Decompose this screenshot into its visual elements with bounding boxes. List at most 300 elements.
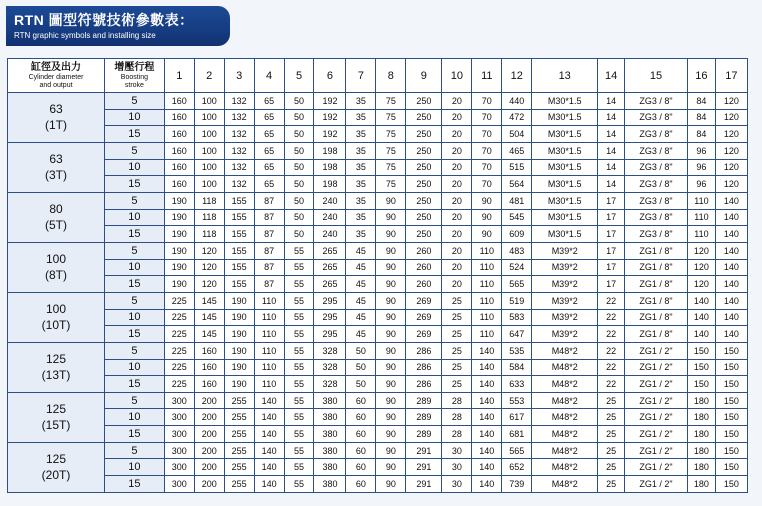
- table-cell: 180: [688, 459, 716, 476]
- table-cell: 65: [254, 142, 284, 159]
- table-cell: 55: [284, 476, 314, 493]
- table-cell: 150: [715, 359, 747, 376]
- model-output: (8T): [45, 268, 67, 283]
- table-cell: 140: [688, 326, 716, 343]
- table-cell: 140: [254, 459, 284, 476]
- table-cell: 14: [598, 109, 625, 126]
- model-diameter: 125: [45, 352, 67, 367]
- table-cell: 265: [314, 259, 346, 276]
- table-cell: 25: [598, 409, 625, 426]
- table-cell: 100: [194, 142, 224, 159]
- table-cell: 180: [688, 392, 716, 409]
- model-diameter: 63: [49, 152, 63, 167]
- table-cell: 90: [376, 192, 406, 209]
- table-cell: 155: [224, 242, 254, 259]
- table-cell: ZG3 / 8": [625, 93, 688, 110]
- table-cell: 17: [598, 276, 625, 293]
- header-stroke-cn: 增壓行程: [114, 61, 155, 73]
- table-cell: 380: [314, 476, 346, 493]
- table-cell: 30: [442, 442, 472, 459]
- table-cell: 45: [346, 292, 376, 309]
- table-cell: 150: [688, 359, 716, 376]
- table-cell: 225: [164, 292, 194, 309]
- stroke-cell: 10: [105, 259, 165, 276]
- table-cell: 300: [164, 459, 194, 476]
- table-row: [8, 109, 748, 126]
- table-cell: 20: [442, 176, 472, 193]
- table-cell: 250: [406, 192, 442, 209]
- column-header-13: 13: [532, 59, 598, 93]
- table-cell: 20: [442, 93, 472, 110]
- table-cell: ZG1 / 2": [625, 442, 688, 459]
- table-cell: 50: [284, 93, 314, 110]
- table-cell: 240: [314, 192, 346, 209]
- table-cell: 132: [224, 176, 254, 193]
- table-cell: 55: [284, 326, 314, 343]
- table-cell: 110: [472, 276, 502, 293]
- table-cell: 565: [502, 442, 532, 459]
- table-cell: 25: [442, 376, 472, 393]
- table-cell: 90: [472, 226, 502, 243]
- table-row: [8, 242, 748, 259]
- table-cell: 55: [284, 409, 314, 426]
- table-cell: 132: [224, 159, 254, 176]
- stroke-cell: 5: [105, 342, 165, 359]
- table-cell: 250: [406, 209, 442, 226]
- table-cell: ZG1 / 2": [625, 409, 688, 426]
- column-header-5: 5: [284, 59, 314, 93]
- table-cell: 190: [224, 342, 254, 359]
- table-cell: 118: [194, 209, 224, 226]
- table-cell: ZG1 / 2": [625, 459, 688, 476]
- table-cell: 198: [314, 159, 346, 176]
- table-row: [8, 426, 748, 443]
- table-row: [8, 342, 748, 359]
- table-cell: 140: [715, 326, 747, 343]
- table-cell: 96: [688, 159, 716, 176]
- stroke-cell: 10: [105, 109, 165, 126]
- table-cell: 140: [688, 292, 716, 309]
- table-cell: 140: [254, 476, 284, 493]
- table-cell: 60: [346, 459, 376, 476]
- table-cell: M39*2: [532, 309, 598, 326]
- table-cell: 55: [284, 242, 314, 259]
- table-cell: 75: [376, 142, 406, 159]
- page-title: RTN 圖型符號技術參數表：: [14, 12, 194, 28]
- table-cell: M39*2: [532, 292, 598, 309]
- table-cell: 110: [688, 192, 716, 209]
- table-cell: 22: [598, 326, 625, 343]
- table-cell: 265: [314, 242, 346, 259]
- stroke-cell: 15: [105, 476, 165, 493]
- table-cell: 132: [224, 93, 254, 110]
- table-cell: 70: [472, 93, 502, 110]
- table-cell: 45: [346, 309, 376, 326]
- table-cell: 87: [254, 242, 284, 259]
- table-cell: 87: [254, 259, 284, 276]
- model-diameter: 80: [49, 202, 63, 217]
- table-cell: 145: [194, 309, 224, 326]
- table-cell: 60: [346, 442, 376, 459]
- table-cell: 55: [284, 376, 314, 393]
- table-cell: 35: [346, 142, 376, 159]
- table-cell: 60: [346, 426, 376, 443]
- table-cell: 20: [442, 126, 472, 143]
- table-cell: M48*2: [532, 342, 598, 359]
- model-output: (13T): [41, 368, 71, 383]
- table-cell: 55: [284, 292, 314, 309]
- table-cell: 519: [502, 292, 532, 309]
- table-cell: 140: [715, 226, 747, 243]
- table-cell: 20: [442, 142, 472, 159]
- table-cell: 295: [314, 326, 346, 343]
- table-cell: 120: [194, 276, 224, 293]
- title-banner: [6, 6, 230, 46]
- table-cell: 140: [472, 409, 502, 426]
- table-cell: 524: [502, 259, 532, 276]
- table-cell: 90: [376, 226, 406, 243]
- table-cell: 380: [314, 392, 346, 409]
- table-cell: 255: [224, 426, 254, 443]
- table-cell: ZG1 / 8": [625, 309, 688, 326]
- stroke-cell: 15: [105, 326, 165, 343]
- column-header-7: 7: [346, 59, 376, 93]
- header-diameter: [8, 59, 105, 93]
- table-row: [8, 459, 748, 476]
- table-cell: 535: [502, 342, 532, 359]
- table-cell: 150: [688, 376, 716, 393]
- table-cell: 140: [472, 359, 502, 376]
- model-cell: [8, 93, 105, 143]
- table-cell: 255: [224, 392, 254, 409]
- table-cell: 35: [346, 226, 376, 243]
- model-cell: [8, 292, 105, 342]
- table-cell: 192: [314, 93, 346, 110]
- table-cell: 140: [472, 376, 502, 393]
- table-cell: 150: [715, 342, 747, 359]
- table-cell: 22: [598, 376, 625, 393]
- table-cell: 250: [406, 142, 442, 159]
- table-cell: 30: [442, 476, 472, 493]
- header-row: [8, 59, 748, 93]
- table-cell: 60: [346, 409, 376, 426]
- table-cell: 96: [688, 176, 716, 193]
- table-cell: 180: [688, 409, 716, 426]
- table-cell: 100: [194, 159, 224, 176]
- stroke-cell: 10: [105, 309, 165, 326]
- table-cell: 120: [194, 242, 224, 259]
- table-cell: M48*2: [532, 359, 598, 376]
- table-cell: 190: [164, 209, 194, 226]
- table-cell: 140: [715, 292, 747, 309]
- table-cell: 60: [346, 392, 376, 409]
- table-row: [8, 292, 748, 309]
- stroke-cell: 10: [105, 359, 165, 376]
- table-cell: 14: [598, 176, 625, 193]
- table-row: [8, 476, 748, 493]
- table-cell: 180: [688, 476, 716, 493]
- table-cell: 118: [194, 192, 224, 209]
- table-cell: 17: [598, 209, 625, 226]
- table-cell: 75: [376, 176, 406, 193]
- table-cell: 160: [194, 376, 224, 393]
- table-cell: 145: [194, 292, 224, 309]
- table-cell: 192: [314, 109, 346, 126]
- model-diameter: 100: [45, 302, 67, 317]
- table-cell: 55: [284, 459, 314, 476]
- table-cell: 265: [314, 276, 346, 293]
- table-cell: 20: [442, 209, 472, 226]
- table-cell: 25: [442, 309, 472, 326]
- table-cell: 35: [346, 109, 376, 126]
- table-cell: ZG1 / 8": [625, 242, 688, 259]
- table-cell: 120: [715, 142, 747, 159]
- table-cell: 150: [688, 342, 716, 359]
- table-row: [8, 226, 748, 243]
- table-cell: 289: [406, 426, 442, 443]
- table-cell: 160: [194, 359, 224, 376]
- table-cell: 681: [502, 426, 532, 443]
- table-cell: 150: [715, 426, 747, 443]
- table-cell: ZG1 / 2": [625, 426, 688, 443]
- header-stroke-en2: stroke: [124, 81, 144, 89]
- table-cell: 140: [254, 442, 284, 459]
- table-cell: 160: [164, 159, 194, 176]
- table-cell: 584: [502, 359, 532, 376]
- table-cell: 55: [284, 259, 314, 276]
- table-cell: 255: [224, 442, 254, 459]
- table-cell: 45: [346, 326, 376, 343]
- table-cell: 145: [194, 326, 224, 343]
- table-cell: 65: [254, 93, 284, 110]
- table-cell: 100: [194, 93, 224, 110]
- stroke-cell: 15: [105, 226, 165, 243]
- table-cell: 90: [376, 409, 406, 426]
- table-cell: 289: [406, 409, 442, 426]
- stroke-cell: 15: [105, 426, 165, 443]
- table-cell: 200: [194, 476, 224, 493]
- stroke-cell: 5: [105, 442, 165, 459]
- table-cell: 35: [346, 176, 376, 193]
- table-cell: 55: [284, 276, 314, 293]
- table-cell: 190: [224, 376, 254, 393]
- table-cell: 28: [442, 409, 472, 426]
- table-cell: 90: [376, 476, 406, 493]
- table-cell: ZG1 / 2": [625, 476, 688, 493]
- table-cell: 328: [314, 376, 346, 393]
- table-cell: 180: [688, 426, 716, 443]
- model-diameter: 125: [45, 452, 67, 467]
- table-cell: 25: [442, 342, 472, 359]
- table-cell: 633: [502, 376, 532, 393]
- table-row: [8, 126, 748, 143]
- stroke-cell: 10: [105, 209, 165, 226]
- column-header-8: 8: [376, 59, 406, 93]
- table-cell: 50: [284, 109, 314, 126]
- header-stroke-en1: Boosting: [120, 73, 149, 81]
- table-cell: 291: [406, 459, 442, 476]
- table-cell: 84: [688, 93, 716, 110]
- table-cell: 328: [314, 342, 346, 359]
- table-cell: 225: [164, 326, 194, 343]
- column-header-4: 4: [254, 59, 284, 93]
- table-cell: ZG1 / 8": [625, 292, 688, 309]
- table-cell: 286: [406, 376, 442, 393]
- table-cell: 583: [502, 309, 532, 326]
- table-cell: 110: [472, 242, 502, 259]
- table-cell: ZG3 / 8": [625, 209, 688, 226]
- table-cell: 84: [688, 109, 716, 126]
- table-cell: 110: [688, 209, 716, 226]
- table-cell: 120: [715, 93, 747, 110]
- table-cell: 50: [346, 342, 376, 359]
- table-cell: ZG3 / 8": [625, 142, 688, 159]
- table-cell: 291: [406, 476, 442, 493]
- table-cell: 260: [406, 242, 442, 259]
- table-cell: 55: [284, 342, 314, 359]
- table-cell: 55: [284, 426, 314, 443]
- stroke-cell: 5: [105, 242, 165, 259]
- table-cell: 55: [284, 442, 314, 459]
- table-cell: 140: [254, 426, 284, 443]
- table-cell: 269: [406, 292, 442, 309]
- table-cell: 110: [254, 326, 284, 343]
- column-header-1: 1: [164, 59, 194, 93]
- table-cell: 515: [502, 159, 532, 176]
- table-cell: 140: [472, 392, 502, 409]
- table-cell: 90: [376, 392, 406, 409]
- table-cell: 20: [442, 276, 472, 293]
- table-cell: 25: [598, 442, 625, 459]
- table-cell: 652: [502, 459, 532, 476]
- header-diameter-en2: and output: [39, 81, 73, 89]
- table-cell: 70: [472, 109, 502, 126]
- table-cell: 65: [254, 126, 284, 143]
- table-cell: 286: [406, 342, 442, 359]
- table-cell: 100: [194, 109, 224, 126]
- table-cell: 65: [254, 159, 284, 176]
- table-cell: 110: [254, 292, 284, 309]
- table-cell: 90: [376, 209, 406, 226]
- table-cell: 55: [284, 309, 314, 326]
- table-cell: 90: [376, 342, 406, 359]
- table-cell: M30*1.5: [532, 109, 598, 126]
- table-row: [8, 142, 748, 159]
- table-cell: 190: [164, 242, 194, 259]
- column-header-3: 3: [224, 59, 254, 93]
- model-cell: [8, 342, 105, 392]
- table-cell: 300: [164, 476, 194, 493]
- table-cell: 90: [472, 192, 502, 209]
- table-cell: 481: [502, 192, 532, 209]
- table-cell: 255: [224, 476, 254, 493]
- table-row: [8, 359, 748, 376]
- table-cell: 87: [254, 276, 284, 293]
- table-cell: 155: [224, 259, 254, 276]
- table-cell: 160: [164, 93, 194, 110]
- table-row: [8, 442, 748, 459]
- table-cell: 60: [346, 476, 376, 493]
- table-cell: 20: [442, 242, 472, 259]
- table-cell: 25: [598, 476, 625, 493]
- table-cell: 110: [254, 376, 284, 393]
- table-cell: 160: [164, 176, 194, 193]
- table-cell: 545: [502, 209, 532, 226]
- model-output: (10T): [41, 318, 71, 333]
- table-row: [8, 276, 748, 293]
- table-cell: 25: [598, 426, 625, 443]
- table-cell: 96: [688, 142, 716, 159]
- stroke-cell: 10: [105, 409, 165, 426]
- table-cell: 250: [406, 93, 442, 110]
- table-cell: 564: [502, 176, 532, 193]
- table-cell: ZG1 / 2": [625, 376, 688, 393]
- table-cell: 14: [598, 159, 625, 176]
- table-cell: 65: [254, 109, 284, 126]
- table-cell: 140: [715, 192, 747, 209]
- table-cell: 28: [442, 426, 472, 443]
- table-row: [8, 159, 748, 176]
- model-cell: [8, 192, 105, 242]
- table-row: [8, 392, 748, 409]
- table-cell: M48*2: [532, 476, 598, 493]
- table-cell: 140: [715, 242, 747, 259]
- table-cell: 553: [502, 392, 532, 409]
- model-diameter: 100: [45, 252, 67, 267]
- table-cell: ZG3 / 8": [625, 192, 688, 209]
- table-cell: 55: [284, 392, 314, 409]
- table-cell: 250: [406, 226, 442, 243]
- stroke-cell: 15: [105, 276, 165, 293]
- table-cell: 25: [442, 326, 472, 343]
- table-row: [8, 93, 748, 110]
- table-cell: 250: [406, 109, 442, 126]
- table-cell: 30: [442, 459, 472, 476]
- table-cell: M39*2: [532, 326, 598, 343]
- model-output: (1T): [45, 118, 67, 133]
- table-cell: 150: [715, 376, 747, 393]
- column-header-9: 9: [406, 59, 442, 93]
- table-cell: 255: [224, 459, 254, 476]
- table-cell: 20: [442, 226, 472, 243]
- model-output: (20T): [41, 468, 71, 483]
- table-cell: 17: [598, 226, 625, 243]
- stroke-cell: 5: [105, 392, 165, 409]
- table-cell: M30*1.5: [532, 192, 598, 209]
- table-cell: 240: [314, 226, 346, 243]
- table-cell: 255: [224, 409, 254, 426]
- table-cell: 35: [346, 192, 376, 209]
- header-diameter-en1: Cylinder diameter: [28, 73, 84, 81]
- table-cell: 22: [598, 359, 625, 376]
- table-cell: 22: [598, 309, 625, 326]
- table-cell: M30*1.5: [532, 126, 598, 143]
- table-cell: 90: [472, 209, 502, 226]
- table-cell: 20: [442, 109, 472, 126]
- table-cell: 20: [442, 159, 472, 176]
- table-cell: ZG1 / 2": [625, 342, 688, 359]
- stroke-cell: 5: [105, 142, 165, 159]
- column-header-6: 6: [314, 59, 346, 93]
- table-cell: 380: [314, 442, 346, 459]
- table-cell: 300: [164, 442, 194, 459]
- table-cell: 22: [598, 292, 625, 309]
- table-cell: 140: [254, 409, 284, 426]
- table-cell: ZG3 / 8": [625, 226, 688, 243]
- table-row: [8, 259, 748, 276]
- table-cell: M48*2: [532, 426, 598, 443]
- table-cell: M30*1.5: [532, 142, 598, 159]
